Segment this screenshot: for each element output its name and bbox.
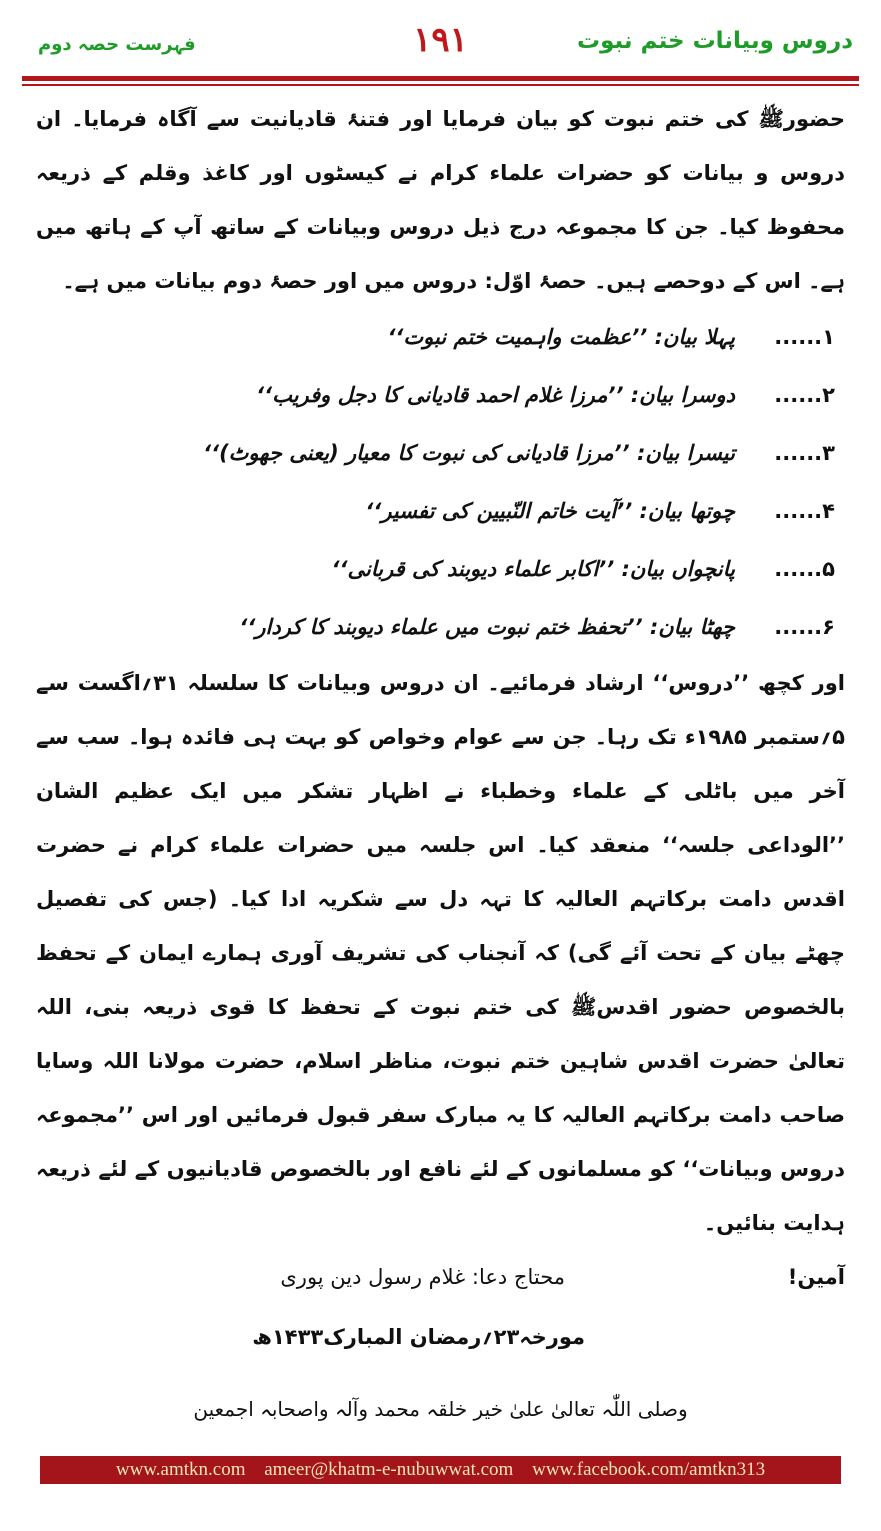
list-item xyxy=(36,482,845,540)
page-footer xyxy=(40,1456,841,1484)
book-title: دروس وبیانات ختم نبوت xyxy=(577,28,853,54)
page-number: ۱۹۱ xyxy=(413,20,468,60)
list-number: ۳...... xyxy=(774,441,835,465)
list-label: چوتھا بیان: ’’آیت خاتم النّبیین کی تفسیر‘‘ xyxy=(365,499,735,523)
list-number: ۱...... xyxy=(774,325,835,349)
list-label: چھٹا بیان: ’’تحفظ ختم نبوت میں علماء دیوبند کا کردار‘‘ xyxy=(239,615,735,639)
list-number: ۵...... xyxy=(774,557,835,581)
signer-name: محتاج دعا: غلام رسول دین پوری xyxy=(280,1265,565,1289)
list-item xyxy=(36,424,845,482)
list-item xyxy=(36,540,845,598)
lecture-list xyxy=(36,308,845,656)
signature-row xyxy=(36,1250,845,1310)
date-line: مورخہ۲۳؍رمضان المبارک۱۴۳۳ھ xyxy=(252,1325,585,1349)
list-item xyxy=(36,598,845,656)
list-item xyxy=(36,366,845,424)
list-label: پانچواں بیان: ’’اکابر علماء دیوبند کی قربانی‘‘ xyxy=(331,557,735,581)
list-label: پہلا بیان: ’’عظمت واہمیت ختم نبوت‘‘ xyxy=(387,325,735,349)
body-paragraph: اور کچھ ’’دروس‘‘ ارشاد فرمائیے۔ ان دروس وبیانات کا سلسلہ ۳۱؍اگست سے ۵؍ستمبر ۱۹۸۵ء تک رہا۔ جن سے عوام وخواص کو بہت ہی فائدہ ہوا۔ سب سے آخر میں باٹلی کے علماء وخطباء نے اظہار تشکر میں ایک عظیم الشان ’’الوداعی جلسہ‘‘ منعقد کیا۔ اس جلسہ میں حضرات علماء کرام نے حضرت اقدس دامت برکاتہم العالیہ کا تہہ دل سے شکریہ ادا کیا۔ (جس کی تفصیل چھٹے بیان کے تحت آئے گی) کہ آنجناب کی تشریف آوری ہمارے ایمان کے تحفظ بالخصوص حضور اقدسﷺ کی ختم نبوت کے تحفظ کا قوی ذریعہ بنی، اللہ تعالیٰ حضرت اقدس شاہین ختم نبوت، مناظر اسلام، حضرت مولانا اللہ وسایا صاحب دامت برکاتہم العالیہ کا یہ مبارک سفر قبول فرمائیں اور اس ’’مجموعہ دروس وبیانات‘‘ کو مسلمانوں کے لئے نافع اور بالخصوص قادیانیوں کے لئے ذریعہ ہدایت بنائیں۔ xyxy=(36,671,845,1235)
page-content xyxy=(36,92,845,1436)
closing-prayer: وصلی اللّٰہ تعالیٰ علیٰ خیر خلقہ محمد وآلہ واصحابہ اجمعین xyxy=(193,1397,688,1421)
list-item xyxy=(36,308,845,366)
header-rule xyxy=(22,76,859,86)
intro-paragraph: حضورﷺ کی ختم نبوت کو بیان فرمایا اور فتنۂ قادیانیت سے آگاہ فرمایا۔ ان دروس و بیانات کو حضرات علماء کرام نے کیسٹوں اور کاغذ وقلم کے ذریعہ محفوظ کیا۔ جن کا مجموعہ درج ذیل دروس وبیانات کے ساتھ آپ کے ہاتھ میں ہے۔ اس کے دوحصے ہیں۔ حصۂ اوّل: دروس میں اور حصۂ دوم بیانات میں ہے۔ xyxy=(36,107,845,293)
footer-website-link[interactable]: www.amtkn.com xyxy=(115,1459,246,1480)
list-number: ۲...... xyxy=(774,383,835,407)
list-label: تیسرا بیان: ’’مرزا قادیانی کی نبوت کا معیار (یعنی جھوٹ)‘‘ xyxy=(203,441,735,465)
section-label: فہرست حصہ دوم xyxy=(38,34,196,55)
footer-facebook-link[interactable]: www.facebook.com/amtkn313 xyxy=(532,1459,766,1480)
list-number: ۴...... xyxy=(774,499,835,523)
footer-email-link[interactable]: ameer@khatm-e-nubuwwat.com xyxy=(264,1459,514,1480)
list-number: ۶...... xyxy=(774,615,835,639)
page-header xyxy=(28,18,853,78)
list-label: دوسرا بیان: ’’مرزا غلام احمد قادیانی کا دجل وفریب‘‘ xyxy=(256,383,735,407)
amen-text: آمین! xyxy=(787,1265,845,1289)
